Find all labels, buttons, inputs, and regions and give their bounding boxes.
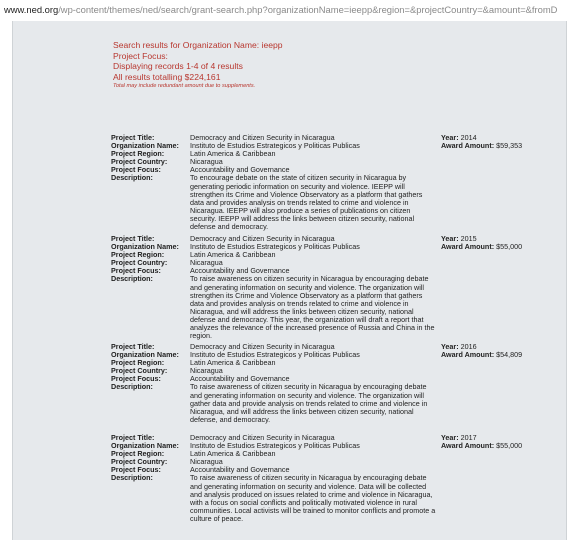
label-amount: Award Amount: bbox=[441, 242, 495, 252]
project-country: Nicaragua bbox=[190, 258, 223, 268]
project-country: Nicaragua bbox=[190, 457, 223, 467]
label-country: Project Country: bbox=[111, 157, 168, 167]
project-description: To encourage debate on the state of citizen security in Nicaragua by generating periodic information on security and violence. IEEPP will strengthen its Crime and Violence Observatory as a platform that gathers data and provides analysis on trends related to crime and violence in Nicaragua. IEEPP will also produce a series of publications on citizen security. IEEPP will address the links between citizen security, national defense and democracy. bbox=[190, 173, 423, 232]
project-title: Democracy and Citizen Security in Nicaragua bbox=[190, 133, 335, 142]
organization-name: Instituto de Estudios Estrategicos y Politicas Publicas bbox=[190, 141, 360, 151]
label-amount: Award Amount: bbox=[441, 350, 495, 360]
label-year: Year: bbox=[441, 433, 459, 442]
url-domain: www.ned.org bbox=[4, 4, 59, 15]
record-year: 2015 bbox=[460, 234, 477, 243]
label-org: Organization Name: bbox=[111, 141, 179, 151]
project-focus: Accountability and Governance bbox=[190, 465, 290, 475]
label-year: Year: bbox=[441, 342, 459, 351]
label-title: Project Title: bbox=[111, 433, 155, 442]
project-description: To raise awareness on citizen security in Nicaragua by encouraging debate and generating information on security and violence. The organization will strengthen its Crime and Violence Observatory as a platform that gathers data and provides analysis on trends related to crime and violence in Nicaragua, and will address the links between citizen security, national defense and democracy. This year, the organization will draft a report that analyzes the relevance of the increased presence of Russia and China in the region. bbox=[190, 274, 435, 341]
label-amount: Award Amount: bbox=[441, 441, 495, 451]
label-region: Project Region: bbox=[111, 250, 165, 260]
record-meta bbox=[441, 235, 522, 251]
label-org: Organization Name: bbox=[111, 441, 179, 451]
label-country: Project Country: bbox=[111, 366, 168, 376]
total-note: Total may include redundant amount due to supplements. bbox=[113, 83, 256, 90]
label-title: Project Title: bbox=[111, 342, 155, 351]
label-org: Organization Name: bbox=[111, 242, 179, 252]
award-amount: $55,000 bbox=[496, 242, 523, 252]
address-bar[interactable] bbox=[0, 0, 571, 20]
project-focus: Accountability and Governance bbox=[190, 374, 290, 384]
label-region: Project Region: bbox=[111, 449, 165, 459]
award-amount: $54,809 bbox=[496, 350, 523, 360]
record-year: 2016 bbox=[460, 342, 477, 351]
results-total-text: All results totalling $224,161 bbox=[113, 71, 221, 82]
project-region: Latin America & Caribbean bbox=[190, 250, 276, 260]
label-region: Project Region: bbox=[111, 149, 165, 159]
project-title: Democracy and Citizen Security in Nicaragua bbox=[190, 433, 335, 442]
label-description: Description: bbox=[111, 382, 153, 392]
grant-record bbox=[111, 134, 561, 231]
label-description: Description: bbox=[111, 274, 153, 284]
record-meta bbox=[441, 134, 522, 150]
label-country: Project Country: bbox=[111, 258, 168, 268]
label-title: Project Title: bbox=[111, 133, 155, 142]
record-meta bbox=[441, 434, 522, 450]
project-focus: Accountability and Governance bbox=[190, 266, 290, 276]
label-focus: Project Focus: bbox=[111, 165, 161, 175]
label-year: Year: bbox=[441, 234, 459, 243]
project-description: To raise awareness of citizen security in Nicaragua by encouraging debate and generating information on security and violence. Data will be collected and analysis produced on issues related to crime and violence in Nicaragua, with a focus on social conflicts and politically motivated violence in rural communities. Local activists will be trained to monitor conflicts and promote a culture of peace. bbox=[190, 473, 436, 523]
label-region: Project Region: bbox=[111, 358, 165, 368]
project-focus: Accountability and Governance bbox=[190, 165, 290, 175]
record-meta bbox=[441, 343, 522, 359]
award-amount: $59,353 bbox=[496, 141, 523, 151]
results-summary bbox=[113, 40, 283, 91]
project-region: Latin America & Caribbean bbox=[190, 149, 276, 159]
organization-name: Instituto de Estudios Estrategicos y Politicas Publicas bbox=[190, 350, 360, 360]
label-description: Description: bbox=[111, 473, 153, 483]
organization-name: Instituto de Estudios Estrategicos y Politicas Publicas bbox=[190, 242, 360, 252]
project-focus-text: Project Focus: bbox=[113, 50, 168, 61]
grant-record bbox=[111, 235, 561, 340]
label-focus: Project Focus: bbox=[111, 465, 161, 475]
project-country: Nicaragua bbox=[190, 366, 223, 376]
project-region: Latin America & Caribbean bbox=[190, 358, 276, 368]
label-org: Organization Name: bbox=[111, 350, 179, 360]
award-amount: $55,000 bbox=[496, 441, 523, 451]
project-country: Nicaragua bbox=[190, 157, 223, 167]
project-description: To raise awareness of citizen security in Nicaragua by encouraging debate and generating information on security and violence. The organization will gather data and provide analysis on trends related to crime and violence in Nicaragua, and will address the links between citizen security, national defense, and democracy. bbox=[190, 382, 428, 424]
project-title: Democracy and Citizen Security in Nicaragua bbox=[190, 234, 335, 243]
grant-record bbox=[111, 434, 561, 523]
organization-name: Instituto de Estudios Estrategicos y Politicas Publicas bbox=[190, 441, 360, 451]
label-country: Project Country: bbox=[111, 457, 168, 467]
search-query-text: Search results for Organization Name: ieepp bbox=[113, 40, 283, 50]
record-year: 2014 bbox=[460, 133, 477, 142]
url-path: /wp-content/themes/ned/search/grant-search.php?organizationName=ieepp&region=&projectCountry=&amount=&fromD bbox=[58, 4, 558, 15]
label-amount: Award Amount: bbox=[441, 141, 495, 151]
label-focus: Project Focus: bbox=[111, 266, 161, 276]
project-region: Latin America & Caribbean bbox=[190, 449, 276, 459]
record-year: 2017 bbox=[460, 433, 477, 442]
label-description: Description: bbox=[111, 173, 153, 183]
label-year: Year: bbox=[441, 133, 459, 142]
records-count-text: Displaying records 1-4 of 4 results bbox=[113, 61, 243, 72]
page-content bbox=[12, 21, 567, 540]
label-focus: Project Focus: bbox=[111, 374, 161, 384]
grant-record bbox=[111, 343, 561, 424]
project-title: Democracy and Citizen Security in Nicaragua bbox=[190, 342, 335, 351]
label-title: Project Title: bbox=[111, 234, 155, 243]
